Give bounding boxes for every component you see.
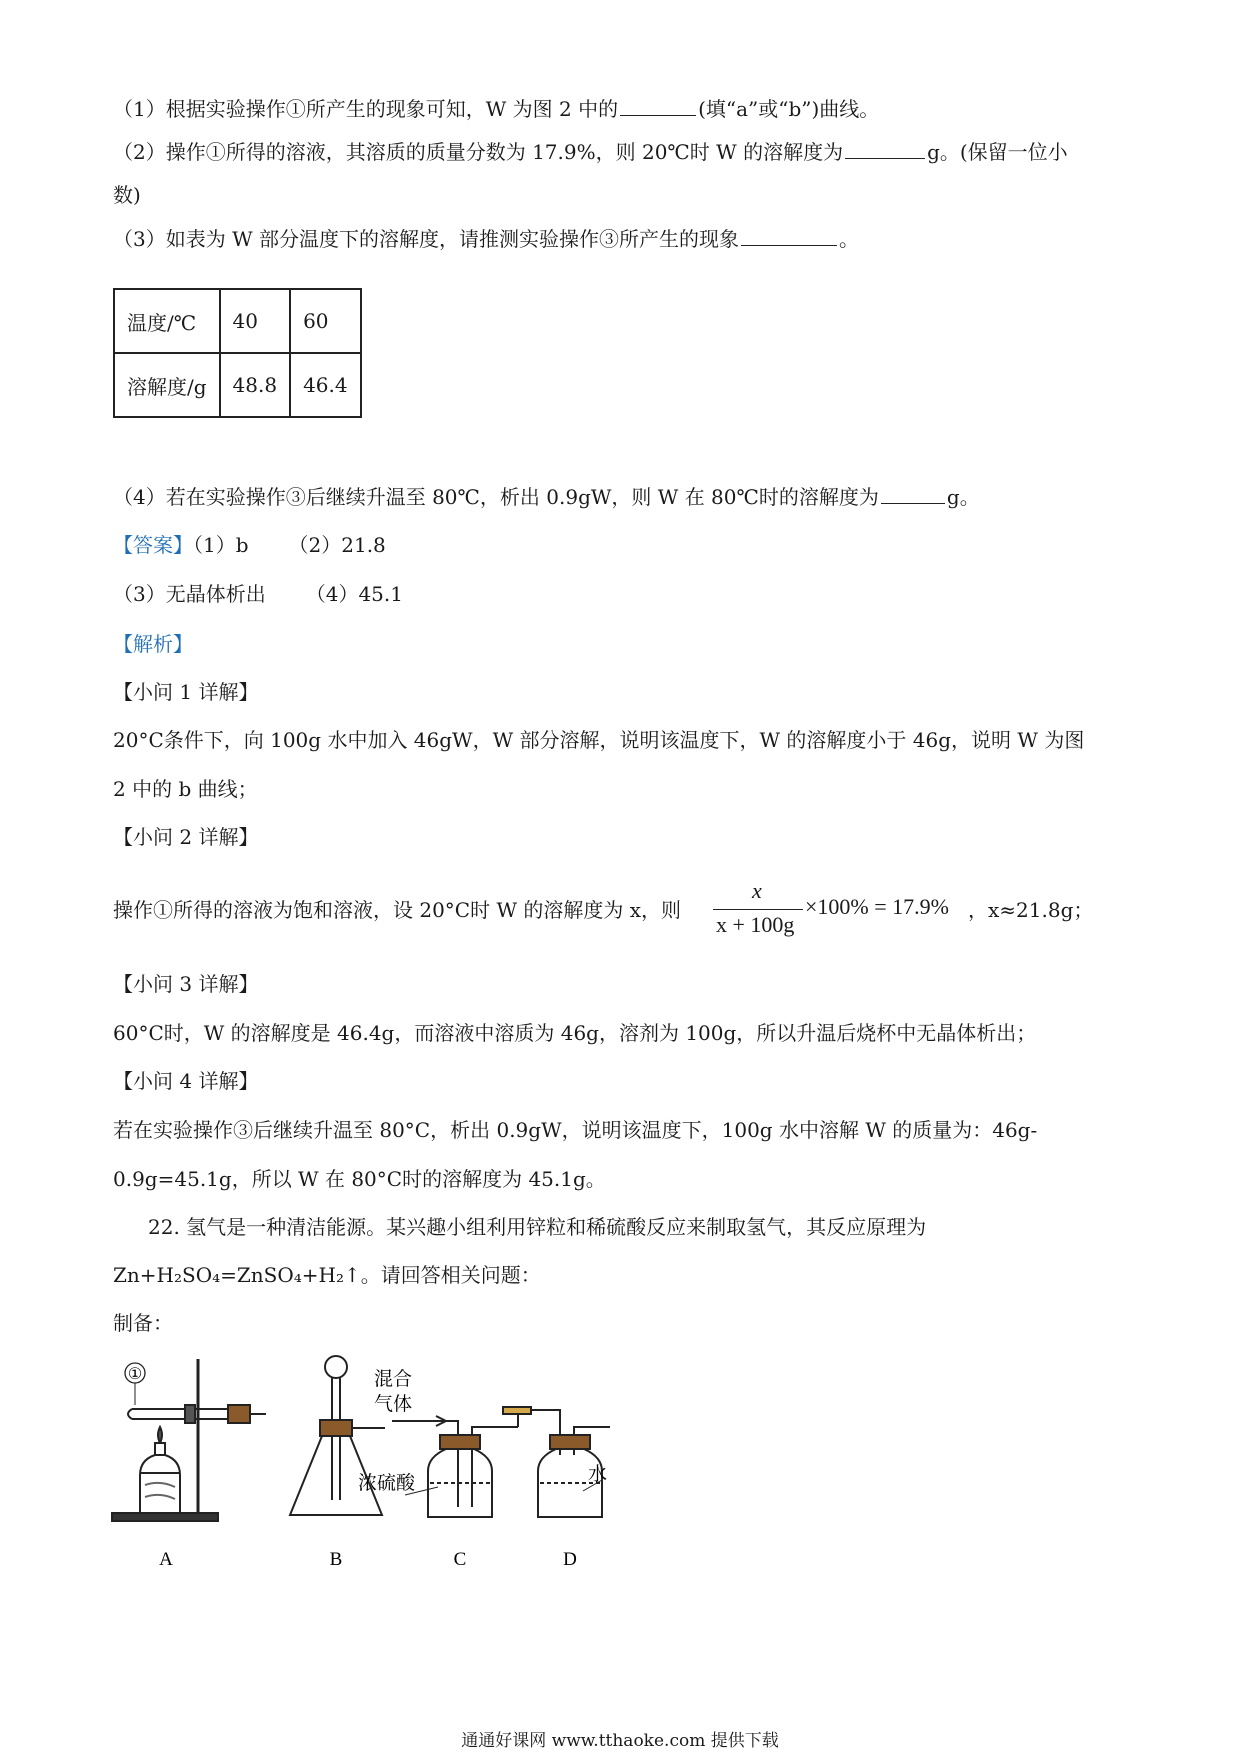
question-2: （2）操作①所得的溶液，其溶质的质量分数为 17.9%，则 20℃时 W 的溶解度为 g。(保留一位小 [113,140,1068,164]
answer-blank [881,483,945,504]
prep-label: 制备： [113,1311,173,1335]
solubility-table [113,288,362,418]
subheading-2: 【小问 2 详解】 [113,825,259,849]
apparatus-cd [392,1407,610,1517]
reaction-equation: Zn+H₂SO₄=ZnSO₄+H₂↑。请回答相关问题： [113,1263,541,1287]
page-footer: 通通好课网 www.tthaoke.com 提供下载 [461,1731,779,1751]
analysis-p4-cont: 0.9g=45.1g，所以 W 在 80°C时的溶解度为 45.1g。 [113,1167,606,1191]
analysis-tag: 【解析】 [113,632,193,656]
question-4: （4）若在实验操作③后继续升温至 80℃，析出 0.9gW，则 W 在 80℃时的溶解度为 g。 [113,485,980,509]
subheading-1: 【小问 1 详解】 [113,680,259,704]
table-cell: 60 [290,289,361,353]
mixed-gas-label-2: 气体 [374,1394,413,1415]
water-label: 水 [588,1464,608,1485]
answer-blank [620,95,696,116]
label-d: D [563,1549,577,1570]
acid-label: 浓硫酸 [358,1473,416,1494]
table-cell: 46.4 [290,353,361,417]
analysis-p1-cont: 2 中的 b 曲线； [113,777,258,801]
table-row [114,353,361,417]
answer-line-2: （3）无晶体析出 （4）45.1 [113,582,403,606]
analysis-p3: 60°C时，W 的溶解度是 46.4g，而溶液中溶质为 46g，溶剂为 100g，所以升温后烧杯中无晶体析出； [113,1021,1037,1045]
label-a: A [159,1549,173,1570]
apparatus-figure [110,1355,610,1570]
equation-rhs: ×100% = 17.9% [805,894,949,919]
subheading-3: 【小问 3 详解】 [113,972,259,996]
table-cell: 40 [220,289,291,353]
question-1: （1）根据实验操作①所产生的现象可知，W 为图 2 中的 (填“a”或“b”)曲线。 [113,97,880,121]
question-22: 22. 氢气是一种清洁能源。某兴趣小组利用锌粒和稀硫酸反应来制取氢气，其反应原理为 [148,1215,927,1239]
analysis-p1: 20°C条件下，向 100g 水中加入 46gW，W 部分溶解，说明该温度下，W 的溶解度小于 46g，说明 W 为图 [113,728,1085,752]
analysis-p4: 若在实验操作③后继续升温至 80°C，析出 0.9gW，说明该温度下，100g 水中溶解 W 的质量为：46g- [113,1118,1038,1142]
label-b: B [329,1549,343,1570]
analysis-p2: 操作①所得的溶液为饱和溶液，设 20°C时 W 的溶解度为 x，则 [113,898,682,922]
fraction-numerator: x [752,878,762,903]
label-c: C [453,1549,467,1570]
table-cell: 温度/℃ [114,289,220,353]
table-cell: 48.8 [220,353,291,417]
answer-line-1: 【答案】（1）b （2）21.8 [113,533,386,557]
analysis-p2-end: ，x≈21.8g； [968,898,1094,922]
answer-tag: 【答案】 [113,533,193,557]
question-3: （3）如表为 W 部分温度下的溶解度，请推测实验操作③所产生的现象 。 [113,227,859,251]
answer-blank [741,225,837,246]
table-cell: 溶解度/g [114,353,220,417]
circle-label: ① [127,1366,143,1383]
table-row [114,289,361,353]
answer-blank [845,138,925,159]
fraction-denominator: x + 100g [716,912,795,937]
fraction-bar [713,909,803,910]
mixed-gas-label-1: 混合 [374,1369,413,1390]
question-2-cont: 数) [113,183,141,207]
subheading-4: 【小问 4 详解】 [113,1069,259,1093]
